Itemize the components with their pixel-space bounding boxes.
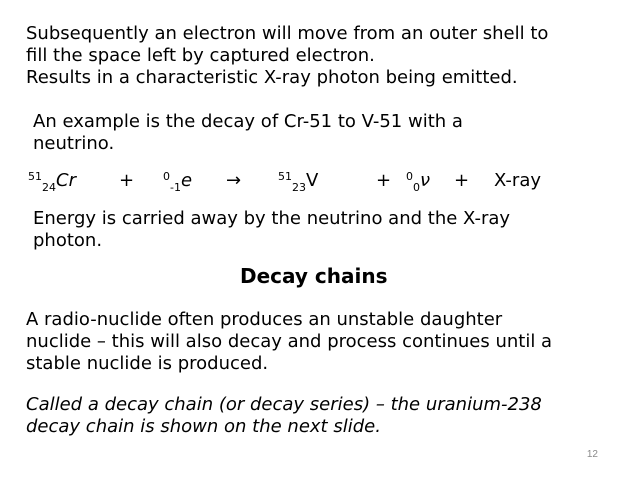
slide-number: 12 xyxy=(586,449,598,460)
text-line: photon. xyxy=(33,230,103,251)
text-line: nuclide – this will also decay and process continues until a xyxy=(26,331,553,352)
text-line: A radio-nuclide often produces an unstable daughter xyxy=(26,309,503,330)
atomic-number: 23 xyxy=(292,181,306,194)
plus-sign: + xyxy=(376,170,392,191)
text-line: stable nuclide is produced. xyxy=(26,353,269,374)
nuclide-v xyxy=(278,170,318,192)
element-symbol: V xyxy=(306,170,319,191)
plus-sign: + xyxy=(454,170,470,191)
paragraph-electron-move xyxy=(26,23,548,89)
atomic-number: 0 xyxy=(413,181,420,194)
arrow-icon: → xyxy=(226,170,242,191)
particle-electron xyxy=(163,170,192,192)
section-heading: Decay chains xyxy=(240,264,388,288)
text-line: fill the space left by captured electron. xyxy=(26,45,375,66)
mass-number: 51 xyxy=(278,170,292,183)
text-line: decay chain is shown on the next slide. xyxy=(26,416,381,437)
plus-sign: + xyxy=(119,170,135,191)
atomic-number: -1 xyxy=(170,181,181,194)
text-line: An example is the decay of Cr-51 to V-51 with a xyxy=(33,111,463,132)
text-line: neutrino. xyxy=(33,133,115,154)
atomic-number: 24 xyxy=(42,181,56,194)
xray-label: X-ray xyxy=(494,170,542,191)
text-line: Called a decay chain (or decay series) – the uranium-238 xyxy=(26,394,542,415)
text-line: Subsequently an electron will move from an outer shell to xyxy=(26,23,549,44)
particle-symbol: e xyxy=(180,170,193,191)
paragraph-radio-nuclide xyxy=(26,309,552,375)
particle-neutrino xyxy=(406,170,430,192)
paragraph-energy xyxy=(33,208,510,252)
particle-symbol: ν xyxy=(420,170,431,191)
text-line: Results in a characteristic X-ray photon being emitted. xyxy=(26,67,518,88)
mass-number: 0 xyxy=(406,170,413,183)
mass-number: 0 xyxy=(163,170,170,183)
mass-number: 51 xyxy=(28,170,42,183)
element-symbol: Cr xyxy=(56,170,76,191)
text-line: Energy is carried away by the neutrino and the X-ray xyxy=(33,208,511,229)
paragraph-example xyxy=(33,111,463,155)
nuclide-cr xyxy=(28,170,76,192)
paragraph-decay-chain xyxy=(26,394,542,438)
